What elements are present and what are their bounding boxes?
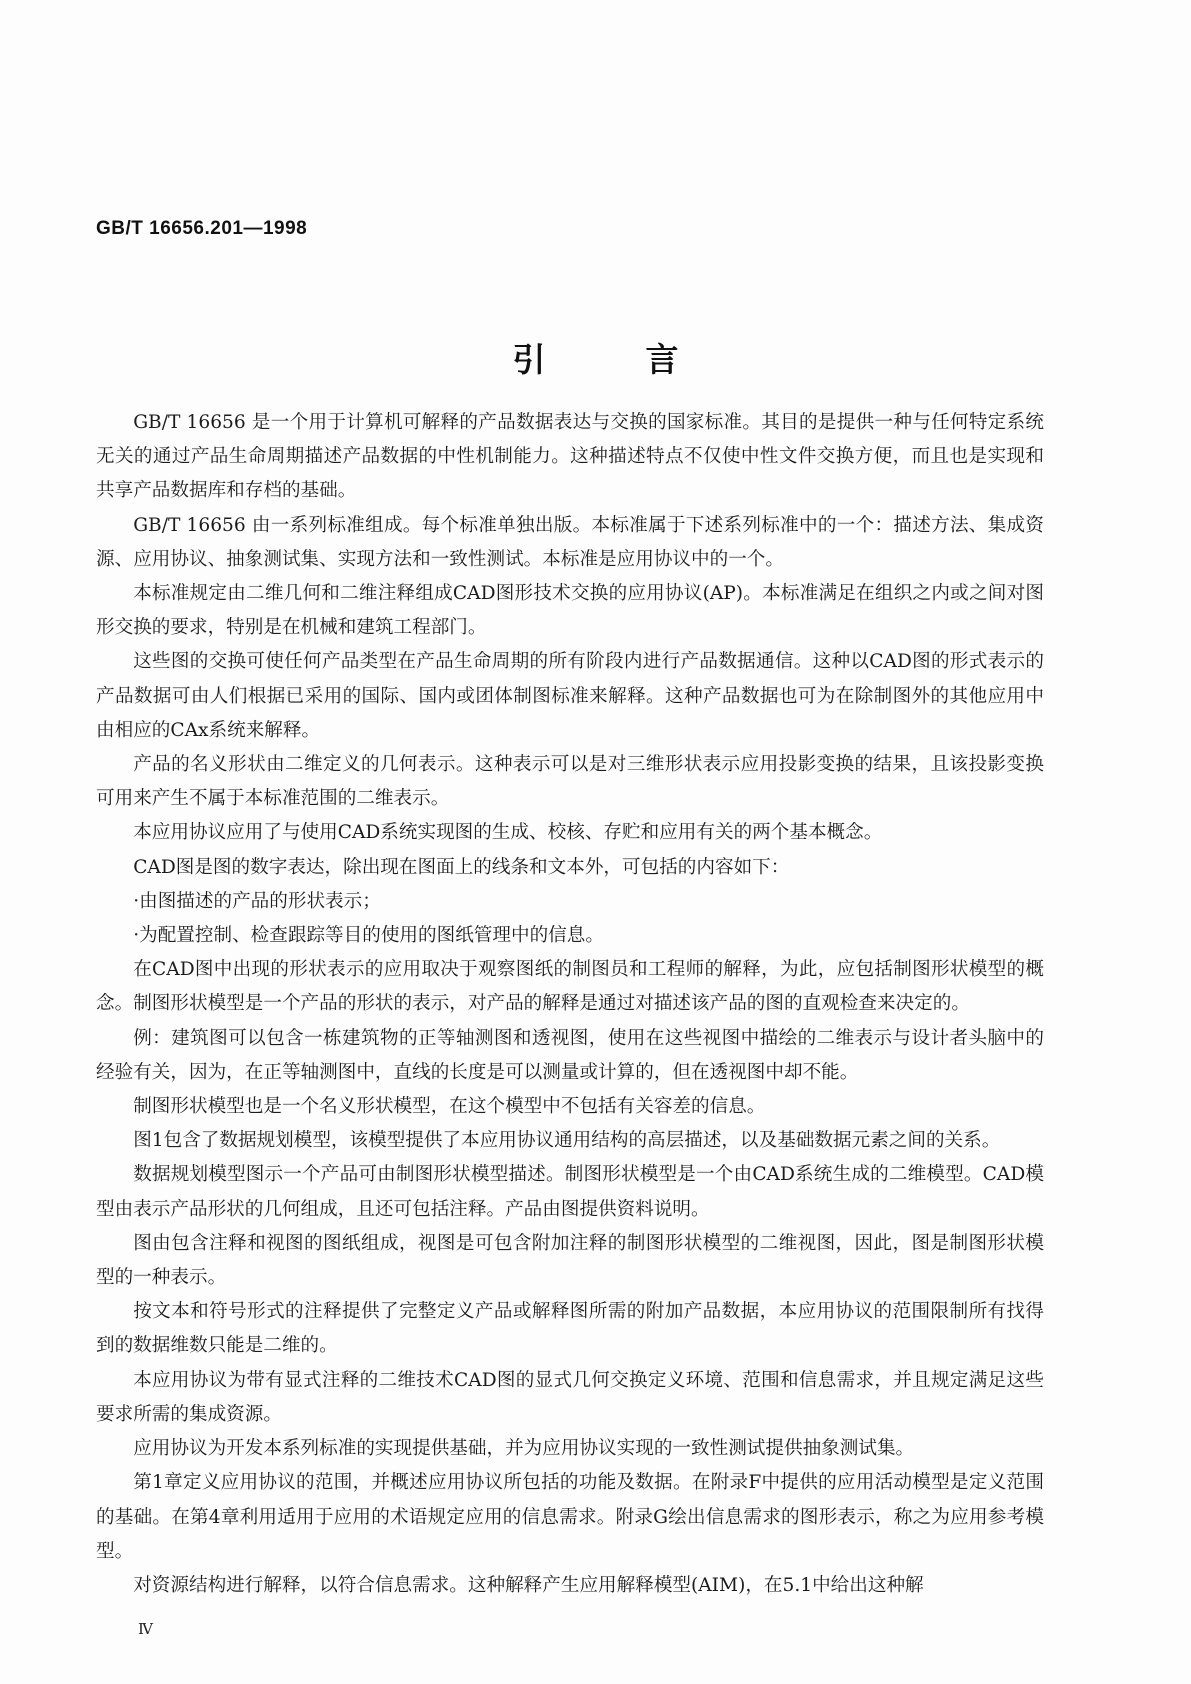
paragraph: CAD图是图的数字表达，除出现在图面上的线条和文本外，可包括的内容如下： xyxy=(133,856,790,878)
paragraph: 数据规划模型图示一个产品可由制图形状模型描述。制图形状模型是一个由CAD系统生成的二维模型。CAD模型由表示产品形状的几何组成，且还可包括注释。产品由图提供资料说明。 xyxy=(96,1164,1044,1220)
paragraph: 制图形状模型也是一个名义形状模型，在这个模型中不包括有关容差的信息。 xyxy=(133,1096,766,1118)
paragraph: 对资源结构进行解释，以符合信息需求。这种解释产生应用解释模型(AIM)，在5.1中给出这种解 xyxy=(133,1574,924,1596)
paragraph: 产品的名义形状由二维定义的几何表示。这种表示可以是对三维形状表示应用投影变换的结果，且该投影变换可用来产生不属于本标准范围的二维表示。 xyxy=(96,754,1044,810)
paragraph: 这些图的交换可使任何产品类型在产品生命周期的所有阶段内进行产品数据通信。这种以CAD图的形式表示的产品数据可由人们根据已采用的国际、国内或团体制图标准来解释。这种产品数据也可为在除制图外的其他应用中由相应的CAx系统来解释。 xyxy=(96,651,1044,741)
paragraph: GB/T 16656 是一个用于计算机可解释的产品数据表达与交换的国家标准。其目的是提供一种与任何特定系统无关的通过产品生命周期描述产品数据的中性机制能力。这种描述特点不仅使中性文件交换方便，而且也是实现和共享产品数据库和存档的基础。 xyxy=(96,412,1044,502)
paragraph: GB/T 16656 由一系列标准组成。每个标准单独出版。本标准属于下述系列标准中的一个：描述方法、集成资源、应用协议、抽象测试集、实现方法和一致性测试。本标准是应用协议中的一个。 xyxy=(96,514,1044,570)
body-text xyxy=(96,406,1044,1603)
paragraph: 本应用协议为带有显式注释的二维技术CAD图的显式几何交换定义环境、范围和信息需求，并且规定满足这些要求所需的集成资源。 xyxy=(96,1369,1044,1425)
bullet-item: ·为配置控制、检查跟踪等目的使用的图纸管理中的信息。 xyxy=(133,925,604,947)
paragraph: 图由包含注释和视图的图纸组成，视图是可包含附加注释的制图形状模型的二维视图，因此，图是制图形状模型的一种表示。 xyxy=(96,1232,1044,1289)
bullet-item: ·由图描述的产品的形状表示； xyxy=(133,890,381,912)
paragraph: 本标准规定由二维几何和二维注释组成CAD图形技术交换的应用协议(AP)。本标准满足在组织之内或之间对图形交换的要求，特别是在机械和建筑工程部门。 xyxy=(96,583,1044,639)
paragraph: 图1包含了数据规划模型，该模型提供了本应用协议通用结构的高层描述，以及基础数据元素之间的关系。 xyxy=(133,1130,1001,1152)
example-paragraph: 例：建筑图可以包含一栋建筑物的正等轴测图和透视图，使用在这些视图中描绘的二维表示与设计者头脑中的经验有关，因为，在正等轴测图中，直线的长度是可以测量或计算的，但在透视图中却不能。 xyxy=(96,1027,1044,1083)
paragraph: 第1章定义应用协议的范围，并概述应用协议所包括的功能及数据。在附录F中提供的应用活动模型是定义范围的基础。在第4章利用适用于应用的术语规定应用的信息需求。附录G绘出信息需求的图形表示，称之为应用参考模型。 xyxy=(96,1472,1044,1562)
paragraph: 在CAD图中出现的形状表示的应用取决于观察图纸的制图员和工程师的解释，为此，应包括制图形状模型的概念。制图形状模型是一个产品的形状的表示，对产品的解释是通过对描述该产品的图的直观检查来决定的。 xyxy=(96,959,1044,1015)
standard-code-header: GB/T 16656.201—1998 xyxy=(96,218,308,239)
paragraph: 应用协议为开发本系列标准的实现提供基础，并为应用协议实现的一致性测试提供抽象测试集。 xyxy=(133,1438,915,1460)
paragraph: 按文本和符号形式的注释提供了完整定义产品或解释图所需的附加产品数据，本应用协议的范围限制所有找得到的数据维数只能是二维的。 xyxy=(96,1301,1044,1357)
paragraph: 本应用协议应用了与使用CAD系统实现图的生成、校核、存贮和应用有关的两个基本概念。 xyxy=(133,822,883,844)
page-number: Ⅳ xyxy=(138,1620,153,1638)
section-title: 引言 xyxy=(512,340,779,379)
